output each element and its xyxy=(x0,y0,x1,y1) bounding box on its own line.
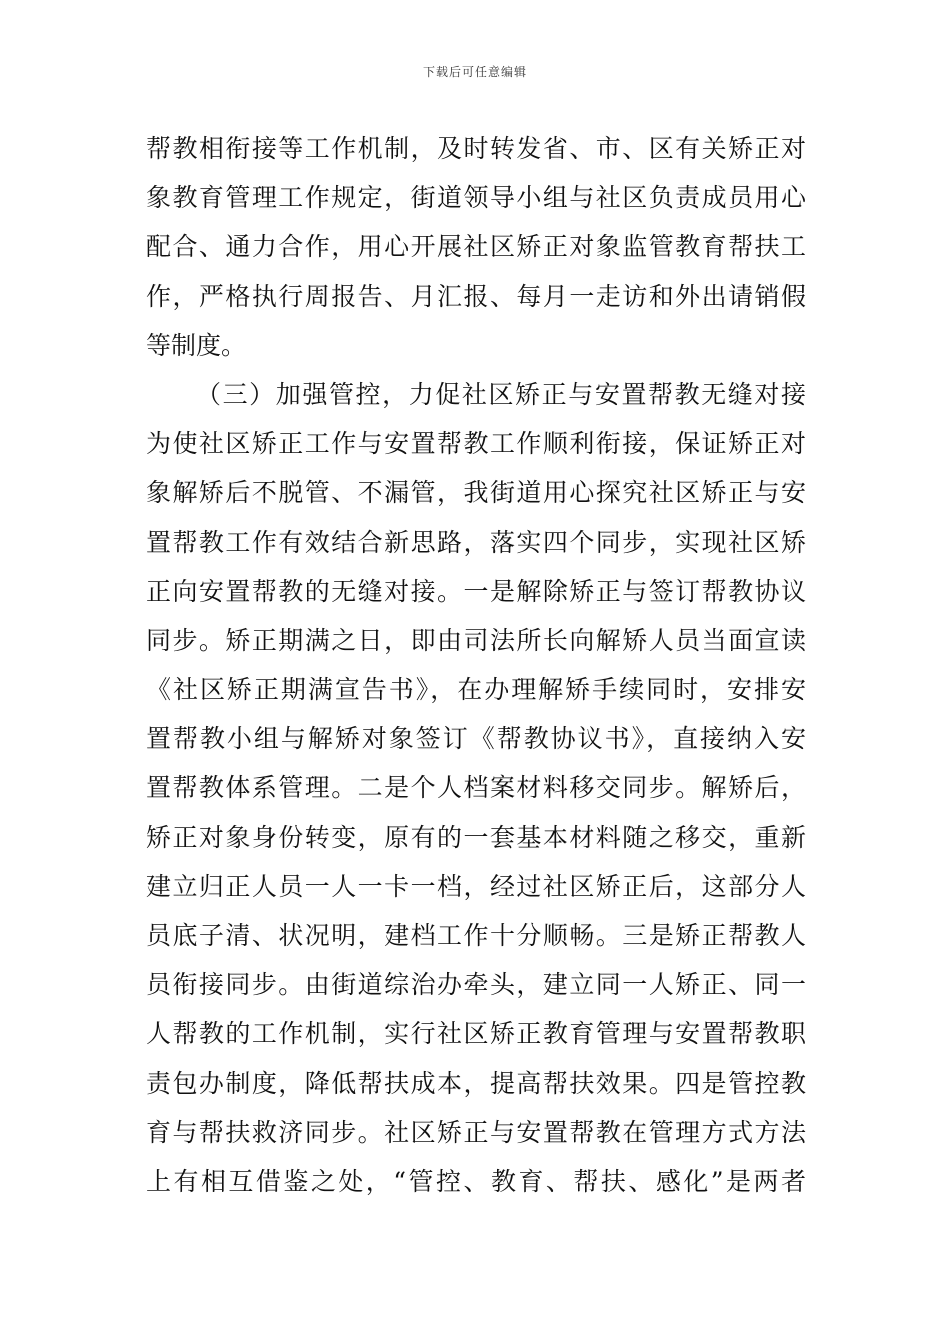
text-line: 人帮教的工作机制，实行社区矫正教育管理与安置帮教职 xyxy=(146,1019,806,1049)
text-line: 建立归正人员一人一卡一档，经过社区矫正后，这部分人 xyxy=(146,871,806,901)
text-line: 育与帮扶救济同步。社区矫正与安置帮教在管理方式方法 xyxy=(146,1117,806,1147)
section-heading: （三）加强管控，力促社区矫正与安置帮教无缝对接 xyxy=(196,379,806,409)
text-line: 置帮教体系管理。二是个人档案材料移交同步。解矫后， xyxy=(146,773,806,803)
text-line: 象解矫后不脱管、不漏管，我街道用心探究社区矫正与安 xyxy=(146,478,806,508)
text-line: 等制度。 xyxy=(146,330,247,360)
text-line: 为使社区矫正工作与安置帮教工作顺利衔接，保证矫正对 xyxy=(146,429,806,459)
text-line: 象教育管理工作规定，街道领导小组与社区负责成员用心 xyxy=(146,183,806,213)
text-line: 作，严格执行周报告、月汇报、每月一走访和外出请销假 xyxy=(146,281,806,311)
text-line: 置帮教工作有效结合新思路，落实四个同步，实现社区矫 xyxy=(146,527,806,557)
text-line: 《社区矫正期满宣告书》，在办理解矫手续同时，安排安 xyxy=(146,675,806,705)
text-line: 矫正对象身份转变，原有的一套基本材料随之移交，重新 xyxy=(146,822,806,852)
page-header: 下载后可任意编辑 xyxy=(422,65,527,79)
text-line: 员衔接同步。由街道综治办牵头，建立同一人矫正、同一 xyxy=(146,970,806,1000)
text-line: 正向安置帮教的无缝对接。一是解除矫正与签订帮教协议 xyxy=(146,576,806,606)
text-line: 配合、通力合作，用心开展社区矫正对象监管教育帮扶工 xyxy=(146,232,806,262)
document-body xyxy=(146,124,806,1206)
text-line: 帮教相衔接等工作机制，及时转发省、市、区有关矫正对 xyxy=(146,134,806,163)
text-line: 置帮教小组与解矫对象签订《帮教协议书》，直接纳入安 xyxy=(146,724,806,754)
text-line: 上有相互借鉴之处，“管控、教育、帮扶、感化”是两者 xyxy=(146,1166,806,1196)
text-line: 责包办制度，降低帮扶成本，提高帮扶效果。四是管控教 xyxy=(146,1068,806,1098)
text-line: 员底子清、状况明，建档工作十分顺畅。三是矫正帮教人 xyxy=(146,921,806,950)
text-line: 同步。矫正期满之日，即由司法所长向解矫人员当面宣读 xyxy=(146,625,806,655)
